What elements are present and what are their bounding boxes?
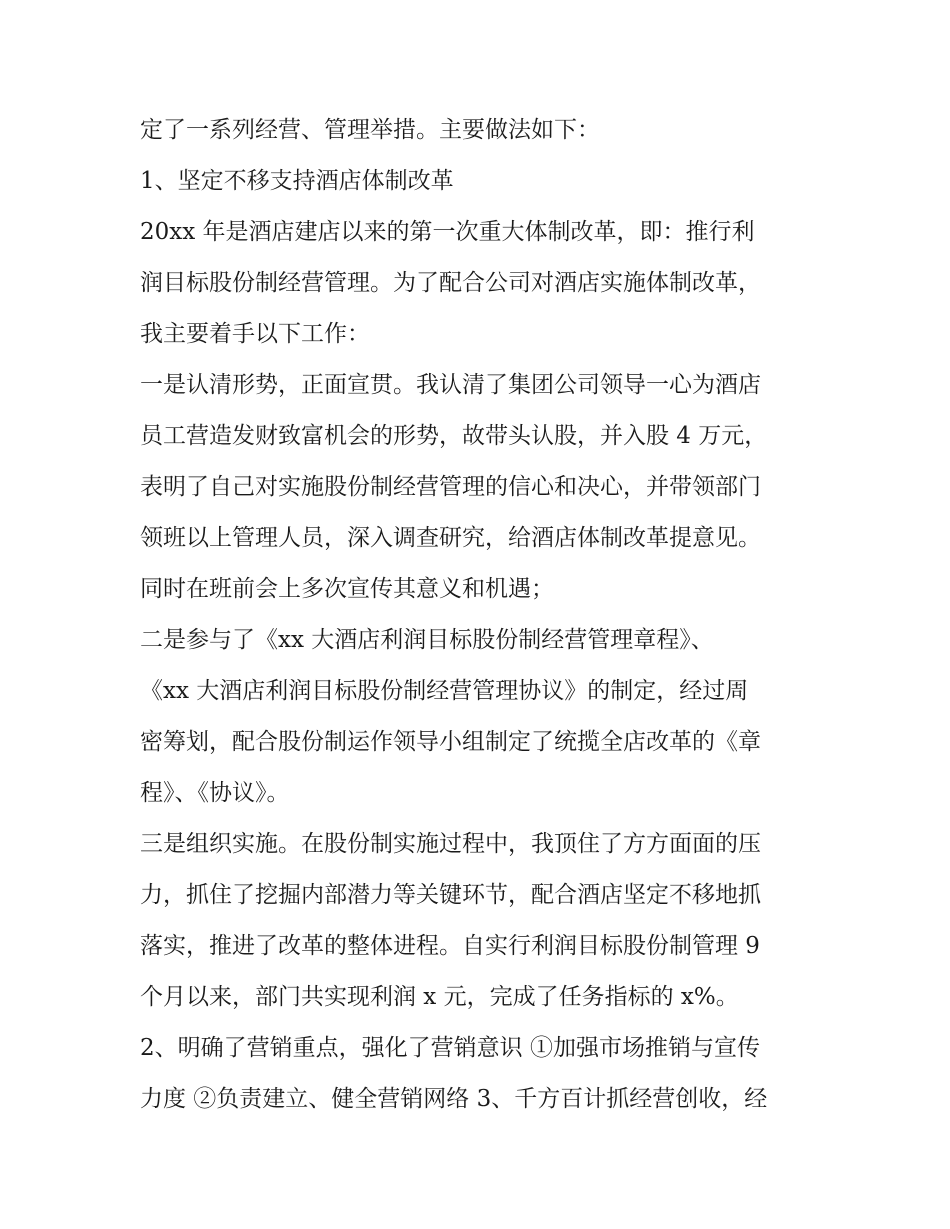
text-line: 落实，推进了改革的整体进程。自实行利润目标股份制管理 9 [140,933,760,959]
text-line: 我主要着手以下工作： [140,321,370,347]
text-line: 三是组织实施。在股份制实施过程中，我顶住了方方面面的压 [140,831,761,857]
text-line: 密筹划，配合股份制运作领导小组制定了统揽全店改革的《章 [140,729,761,755]
text-line: 程》、《协议》。 [140,780,290,806]
text-line: 1、坚定不移支持酒店体制改革 [140,168,454,194]
text-line: 力度 ②负责建立、健全营销网络 3、千方百计抓经营创收，经 [140,1086,768,1112]
text-line: 员工营造发财致富机会的形势，故带头认股，并入股 4 万元， [140,423,768,449]
document-body [140,105,820,1125]
text-line: 20xx 年是酒店建店以来的第一次重大体制改革，即：推行利 [140,219,755,245]
text-line: 2、明确了营销重点，强化了营销意识 ①加强市场推销与宣传 [140,1035,760,1061]
text-line: 个月以来，部门共实现利润 x 元，完成了任务指标的 x%。 [140,984,739,1010]
text-line: 二是参与了《xx 大酒店利润目标股份制经营管理章程》、 [140,627,714,653]
text-line: 表明了自己对实施股份制经营管理的信心和决心，并带领部门 [140,474,761,500]
text-line: 力，抓住了挖掘内部潜力等关键环节，配合酒店坚定不移地抓 [140,882,761,908]
text-line: 《xx 大酒店利润目标股份制经营管理协议》的制定，经过周 [140,678,749,704]
text-line: 润目标股份制经营管理。为了配合公司对酒店实施体制改革， [140,270,761,296]
text-line: 领班以上管理人员，深入调查研究，给酒店体制改革提意见。 [140,525,761,551]
text-line: 定了一系列经营、管理举措。主要做法如下： [140,117,600,143]
text-line: 一是认清形势，正面宣贯。我认清了集团公司领导一心为酒店 [140,372,761,398]
text-line: 同时在班前会上多次宣传其意义和机遇； [140,576,554,602]
